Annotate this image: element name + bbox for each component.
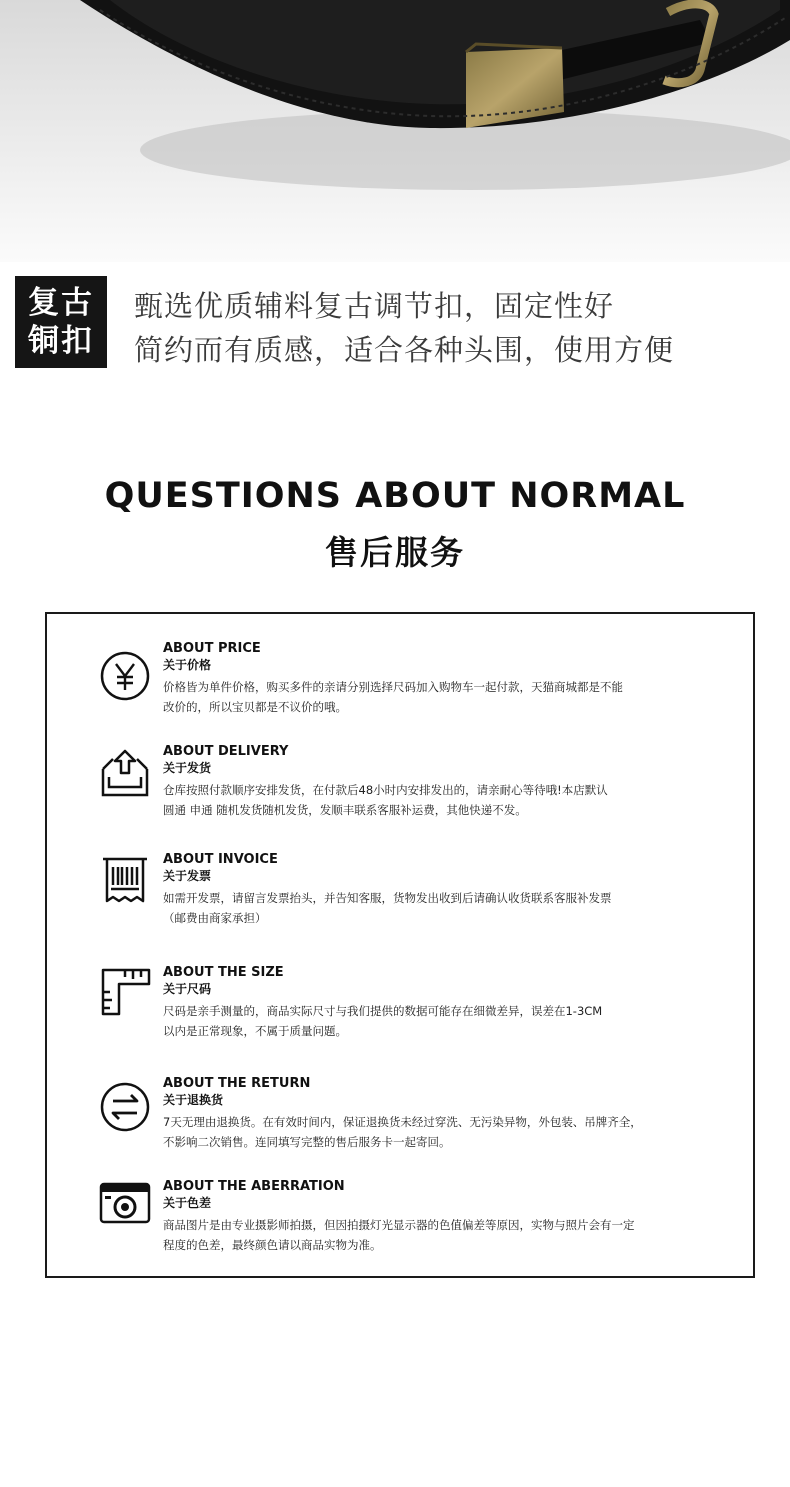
faq-body-line: 不影响二次销售。连同填写完整的售后服务卡一起寄回。: [163, 1135, 451, 1149]
faq-title-en: ABOUT THE SIZE: [163, 965, 284, 980]
feature-badge: [15, 276, 107, 368]
product-photo-cap-buckle: [0, 0, 790, 262]
camera-icon: [99, 1178, 151, 1230]
exchange-arrows-icon: [99, 1081, 151, 1133]
feature-line1: 甄选优质辅料复古调节扣，固定性好: [134, 289, 615, 323]
faq-body-line: 价格皆为单件价格，购买多件的亲请分别选择尺码加入购物车一起付款，天猫商城都是不能: [163, 680, 623, 694]
faq-title-cn: 关于价格: [163, 658, 212, 672]
faq-body: [163, 1001, 753, 1041]
faq-title-en: ABOUT INVOICE: [163, 852, 278, 867]
feature-description: [134, 284, 674, 372]
feature-badge-line1: 复古: [28, 285, 94, 321]
ruler-icon: [99, 966, 151, 1018]
faq-body: [163, 1215, 753, 1255]
feature-badge-line2: 铜扣: [28, 323, 94, 359]
yuan-icon: [99, 650, 151, 702]
faq-body-line: 仓库按照付款顺序安排发货，在付款后48小时内安排发出的，请亲耐心等待哦!本店默认: [163, 783, 608, 797]
faq-title-en: ABOUT PRICE: [163, 641, 261, 656]
faq-title-cn: 关于发货: [163, 761, 212, 775]
faq-title-cn: 关于退换货: [163, 1093, 224, 1107]
faq-body-line: 尺码是亲手测量的，商品实际尺寸与我们提供的数据可能存在细微差异，误差在1-3CM: [163, 1004, 603, 1018]
faq-title-cn: 关于尺码: [163, 982, 212, 996]
invoice-receipt-icon: [99, 855, 151, 907]
faq-body-line: （邮费由商家承担）: [163, 911, 267, 925]
section-title-en: QUESTIONS ABOUT NORMAL: [104, 476, 686, 516]
faq-body-line: 程度的色差，最终颜色请以商品实物为准。: [163, 1238, 382, 1252]
faq-body: [163, 677, 753, 717]
faq-body-line: 7天无理由退换货。在有效时间内，保证退换货未经过穿洗、无污染异物，外包装、吊牌齐全，: [163, 1115, 642, 1129]
delivery-box-icon: [99, 747, 151, 799]
faq-title-cn: 关于发票: [163, 869, 212, 883]
faq-title-en: ABOUT THE RETURN: [163, 1076, 311, 1091]
faq-body-line: 商品图片是由专业摄影师拍摄，但因拍摄灯光显示器的色值偏差等原因，实物与照片会有一定: [163, 1218, 635, 1232]
faq-title-cn: 关于色差: [163, 1196, 212, 1210]
faq-title-en: ABOUT THE ABERRATION: [163, 1179, 345, 1194]
faq-body-line: 以内是正常现象，不属于质量问题。: [163, 1024, 347, 1038]
faq-body: [163, 888, 753, 928]
faq-body: [163, 1112, 753, 1152]
faq-title-en: ABOUT DELIVERY: [163, 744, 289, 759]
feature-line2: 简约而有质感，适合各种头围，使用方便: [134, 333, 675, 367]
faq-box: [45, 612, 755, 1278]
section-title-cn: 售后服务: [325, 533, 465, 572]
faq-body-line: 圆通 申通 随机发货随机发货，发顺丰联系客服补运费，其他快递不发。: [163, 803, 527, 817]
faq-body-line: 改价的，所以宝贝都是不议价的哦。: [163, 700, 347, 714]
faq-body-line: 如需开发票，请留言发票抬头，并告知客服，货物发出收到后请确认收货联系客服补发票: [163, 891, 612, 905]
faq-body: [163, 780, 753, 820]
cap-strap-illustration: [0, 0, 790, 262]
